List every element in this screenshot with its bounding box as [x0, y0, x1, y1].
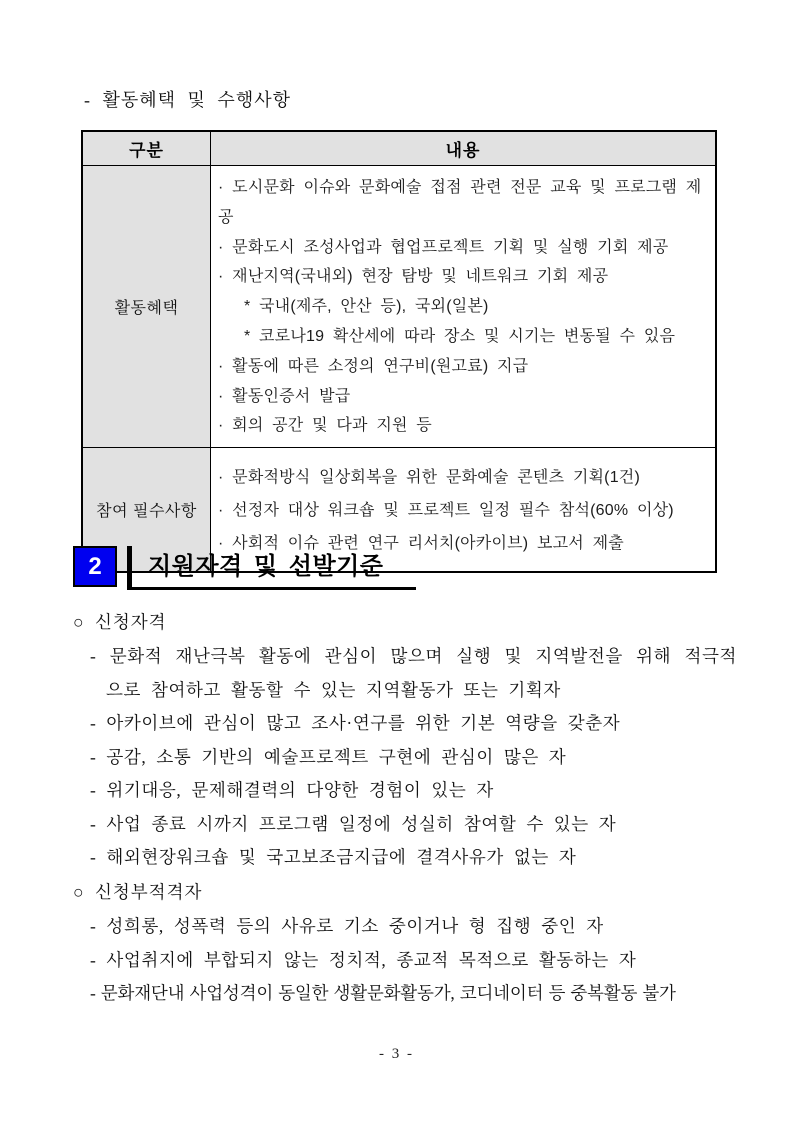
- table-line: · 재난지역(국내외) 현장 탐방 및 네트워크 기회 제공: [218, 268, 609, 286]
- table-header-category: 구분: [82, 131, 211, 166]
- list-item: - 문화재단내 사업성격이 동일한 생활문화활동가, 코디네이터 등 중복활동 불가: [90, 983, 676, 1003]
- section-header: [73, 546, 416, 590]
- table-line: · 사회적 이슈 관련 연구 리서치(아카이브) 보고서 제출: [218, 534, 624, 552]
- list-item: - 해외현장워크숍 및 국고보조금지급에 결격사유가 없는 자: [90, 847, 577, 867]
- table-line: · 선정자 대상 워크숍 및 프로젝트 일정 필수 참석(60% 이상): [218, 501, 674, 519]
- table-line: * 국내(제주, 안산 등), 국외(일본): [218, 298, 489, 316]
- table-line: · 회의 공간 및 다과 지원 등: [218, 417, 432, 435]
- group-title: ○ 신청자격: [73, 612, 167, 632]
- table-header-row: [82, 131, 716, 166]
- table-header-content: 내용: [211, 131, 717, 166]
- eligibility-group: [73, 604, 737, 875]
- table-line: · 문화도시 조성사업과 협업프로젝트 기획 및 실행 기회 제공: [218, 238, 669, 256]
- table-line: · 활동인증서 발급: [218, 387, 351, 405]
- row-content-cell: [211, 166, 717, 448]
- list-item: - 사업취지에 부합되지 않는 정치적, 종교적 목적으로 활동하는 자: [90, 949, 637, 970]
- section-title: 지원자격 및 선발기준: [148, 553, 384, 580]
- table-line: · 활동에 따른 소정의 연구비(원고료) 지급: [218, 357, 529, 375]
- list-item: - 성희롱, 성폭력 등의 사유로 기소 중이거나 형 집행 중인 자: [90, 916, 604, 936]
- benefits-table: [81, 130, 717, 573]
- list-item: - 사업 종료 시까지 프로그램 일정에 성실히 참여할 수 있는 자: [90, 813, 617, 834]
- row-category-label: 참여 필수사항: [82, 448, 211, 573]
- section-number-box: 2: [73, 546, 117, 587]
- table-line: · 문화적방식 일상회복을 위한 문화예술 콘텐츠 기획(1건): [218, 468, 640, 486]
- group-title: ○ 신청부적격자: [73, 882, 203, 902]
- list-item: - 아카이브에 관심이 많고 조사·연구를 위한 기본 역량을 갖춘자: [90, 713, 621, 733]
- section-title-underline: [127, 546, 416, 590]
- table-line: · 도시문화 이슈와 문화예술 접점 관련 전문 교육 및 프로그램 제공: [218, 179, 702, 226]
- table-row-benefits: [82, 166, 716, 448]
- list-item-continuation: 으로 참여하고 활동할 수 있는 지역활동가 또는 기획자: [106, 679, 561, 700]
- list-item: - 문화적 재난극복 활동에 관심이 많으며 실행 및 지역발전을 위해 적극적: [90, 646, 737, 666]
- list-item: - 공감, 소통 기반의 예술프로젝트 구현에 관심이 많은 자: [90, 746, 567, 767]
- row-category-label: 활동혜택: [82, 166, 211, 448]
- ineligibility-group: [73, 874, 737, 1011]
- table-line: * 코로나19 확산세에 따라 장소 및 시기는 변동될 수 있음: [218, 327, 676, 345]
- page-number: - 3 -: [379, 1046, 414, 1062]
- list-item: - 위기대응, 문제해결력의 다양한 경험이 있는 자: [90, 780, 494, 800]
- subsection-heading: - 활동혜택 및 수행사항: [84, 90, 291, 110]
